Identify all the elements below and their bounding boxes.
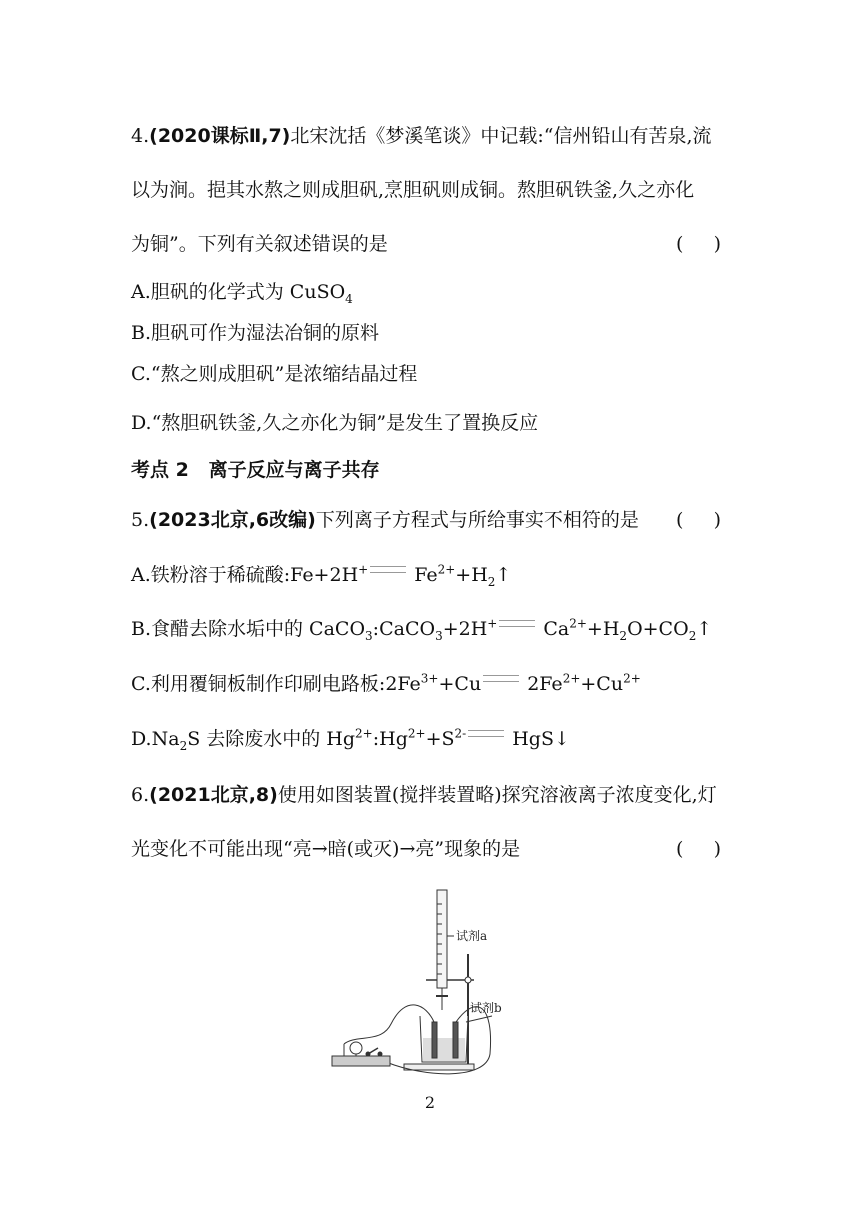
q5-option-a: A.铁粉溶于稀硫酸:Fe+2H+ $Fe^{2+}+H_2↑$ [131, 562, 512, 589]
q4-option-d: D.“熬胆矾铁釜,久之亦化为铜”是发生了置换反应 [131, 412, 539, 434]
page-number: 2 [424, 1093, 436, 1112]
q6-line1: 6.(2021北京,8)使用如图装置(搅拌装置略)探究溶液离子浓度变化,灯 [131, 784, 717, 806]
q6-answer-paren: ( ) [676, 838, 722, 860]
q6-line2: 光变化不可能出现“亮→暗(或灭)→亮”现象的是 [131, 838, 521, 860]
q4-option-c: C.“熬之则成胆矾”是浓缩结晶过程 [131, 363, 418, 385]
q4-line3: 为铜”。下列有关叙述错误的是 [131, 233, 388, 255]
q5-stem: 5.(2023北京,6改编)下列离子方程式与所给事实不相符的是 [131, 509, 639, 531]
q4-line1: 4.(2020课标Ⅱ,7)北宋沈括《梦溪笔谈》中记载:“信州铅山有苦泉,流 [131, 125, 712, 147]
stand-base [404, 1064, 474, 1070]
burette [437, 890, 447, 988]
q5-option-d: $D.Na_2S$ 去除废水中的 $Hg^{2+}:Hg^{2+}+S^{2-}$ HgS↓ [131, 726, 570, 753]
q5-option-b: B.食醋去除水垢中的 CaCO$_3$:CaCO$_3$+2H+ $Ca^{2+}+H_2O+CO_2↑$ [131, 616, 713, 643]
switchboard [332, 1056, 390, 1066]
q4-source: (2020课标Ⅱ,7) [149, 125, 291, 147]
q5-option-c: C.利用覆铜板制作印刷电路板$:2Fe^{3+}+Cu$ $2Fe^{2+}+Cu^{2+}$ [131, 671, 641, 695]
q4-text1: 北宋沈括《梦溪笔谈》中记载:“信州铅山有苦泉,流 [290, 125, 712, 147]
electrode-right [453, 1022, 458, 1058]
q4-option-a: A.胆矾的化学式为 CuSO$_4$ [131, 281, 353, 306]
solution [423, 1038, 465, 1061]
q5-answer-paren: ( ) [676, 509, 722, 531]
q4-answer-paren: ( ) [676, 233, 722, 255]
experiment-apparatus-figure [326, 884, 502, 1080]
label-reagent-a: 试剂a [456, 929, 488, 943]
q6-source: (2021北京,8) [149, 784, 278, 806]
q4-line2: 以为涧。挹其水熬之则成胆矾,烹胆矾则成铜。熬胆矾铁釜,久之亦化 [131, 179, 695, 201]
q4-option-b: B.胆矾可作为湿法冶铜的原料 [131, 322, 380, 344]
light-bulb [350, 1042, 362, 1054]
section-heading: 考点 2 离子反应与离子共存 [131, 459, 380, 481]
q5-source: (2023北京,6改编) [149, 509, 316, 531]
electrode-left [432, 1022, 437, 1058]
label-reagent-b: 试剂b [470, 1001, 502, 1015]
